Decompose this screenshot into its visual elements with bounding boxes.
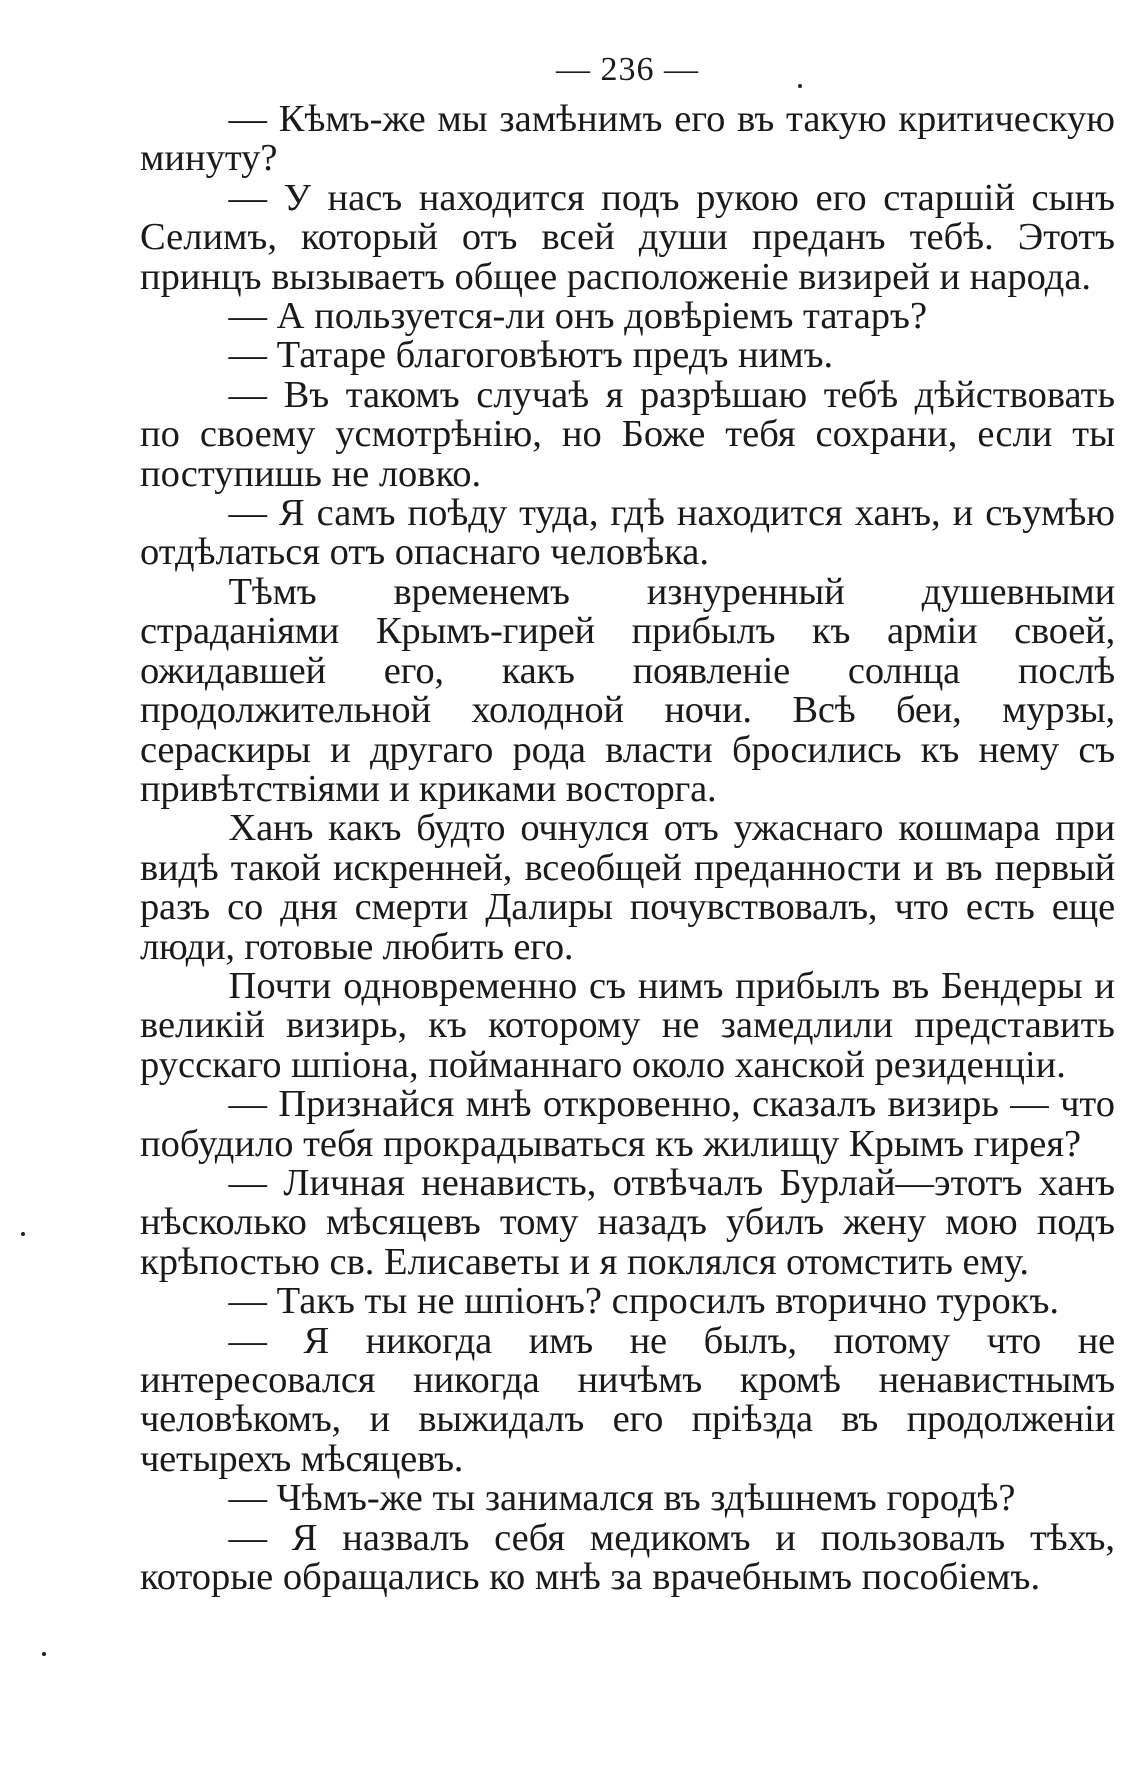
- paragraph: — Такъ ты не шпіонъ? спросилъ вторично турокъ.: [228, 1280, 1059, 1323]
- paragraph: — Татаре благоговѣютъ предъ нимъ.: [228, 334, 834, 377]
- paragraph: — Я назвалъ себя медикомъ и пользовалъ тѣхъ, которые обращались ко мнѣ за врачебнымъ пособіемъ.: [140, 1516, 1115, 1599]
- paragraph: Почти одновременно съ нимъ прибылъ въ Бендеры и великій визирь, къ которому не замедлили представить русскаго шпіона, пойманнаго около ханской резиденціи.: [140, 964, 1115, 1086]
- paragraph: — А пользуется-ли онъ довѣріемъ татаръ?: [228, 295, 928, 338]
- paragraph: — Я самъ поѣду туда, гдѣ находится ханъ, и съумѣю отдѣлаться отъ опаснаго человѣка.: [140, 492, 1115, 574]
- paragraph: — Личная ненависть, отвѣчалъ Бурлай—этотъ ханъ нѣсколько мѣсяцевъ тому назадъ убилъ жену мою подъ крѣпостью св. Елисаветы и я поклялся отомстить ему.: [140, 1161, 1115, 1283]
- scan-speck: [798, 84, 802, 88]
- page-number: — 236 —: [556, 51, 699, 88]
- paragraph: — Кѣмъ-же мы замѣнимъ его въ такую критическую минуту?: [140, 98, 1115, 180]
- paragraph: — Чѣмъ-же ты занимался въ здѣшнемъ городѣ?: [228, 1477, 1016, 1520]
- body-text: [140, 100, 1115, 1597]
- paragraph: Тѣмъ временемъ изнуренный душевными страданіями Крымъ-гирей прибылъ къ арміи своей, ожидавшей его, какъ появленіе солнца послѣ продолжительной холодной ночи. Всѣ беи, мурзы, сераскиры и другаго рода власти бросились къ нему съ привѣтствіями и криками восторга.: [140, 570, 1115, 810]
- paragraph: — Я никогда имъ не былъ, потому что не интересовался никогда ничѣмъ кромѣ ненавистнымъ человѣкомъ, и выжидалъ его пріѣзда въ продолженіи четырехъ мѣсяцевъ.: [140, 1319, 1115, 1480]
- paragraph: — Признайся мнѣ откровенно, сказалъ визирь — что побудило тебя прокрадываться къ жилищу Крымъ гирея?: [140, 1083, 1115, 1165]
- scan-speck: [21, 1232, 25, 1236]
- paragraph: — У насъ находится подъ рукою его старшій сынъ Селимъ, который отъ всей души преданъ тебѣ. Этотъ принцъ вызываетъ общее расположеніе визирей и народа.: [140, 176, 1115, 298]
- paragraph: — Въ такомъ случаѣ я разрѣшаю тебѣ дѣйствовать по своему усмотрѣнію, но Боже тебя сохрани, если ты поступишь не ловко.: [140, 373, 1115, 495]
- paragraph: Ханъ какъ будто очнулся отъ ужаснаго кошмара при видѣ такой искренней, всеобщей преданности и въ первый разъ со дня смерти Далиры почувствовалъ, что есть еще люди, готовые любить его.: [140, 807, 1115, 968]
- book-page: [140, 40, 1115, 1597]
- scan-speck: [42, 1652, 46, 1656]
